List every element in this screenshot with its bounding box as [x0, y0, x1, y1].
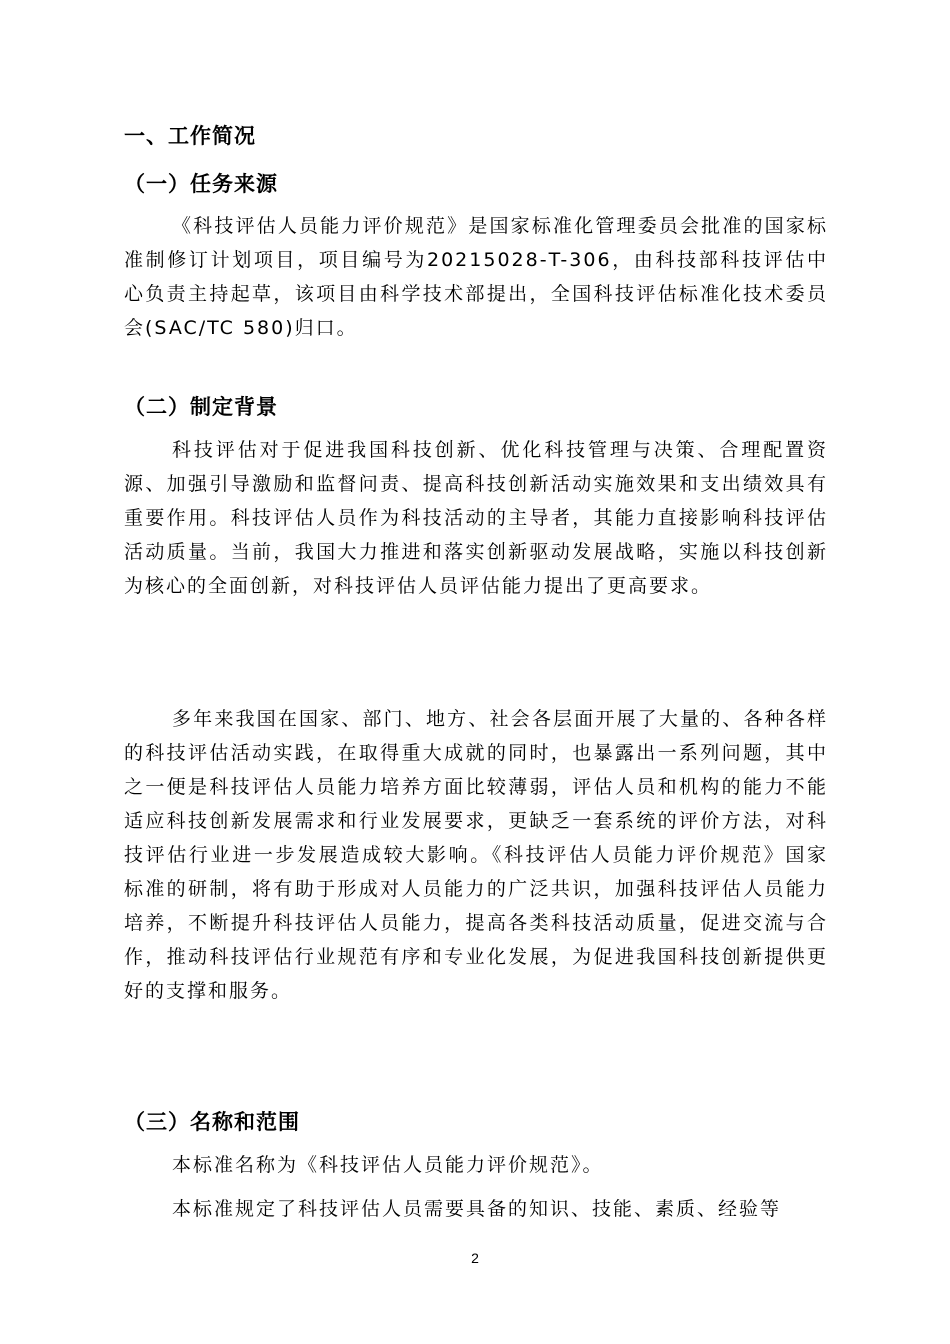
subsection-title-background: （二）制定背景 [124, 395, 278, 419]
paragraph-background-1: 科技评估对于促进我国科技创新、优化科技管理与决策、合理配置资源、加强引导激励和监督问责、提高科技创新活动实施效果和支出绩效具有重要作用。科技评估人员作为科技活动的主导者，其能力直接影响科技评估活动质量。当前，我国大力推进和落实创新驱动发展战略，实施以科技创新为核心的全面创新，对科技评估人员评估能力提出了更高要求。 [124, 439, 828, 597]
page-number: 2 [471, 1250, 479, 1266]
paragraph-background-2: 多年来我国在国家、部门、地方、社会各层面开展了大量的、各种各样的科技评估活动实践，在取得重大成就的同时，也暴露出一系列问题，其中之一便是科技评估人员能力培养方面比较薄弱，评估人员和机构的能力不能适应科技创新发展需求和行业发展要求，更缺乏一套系统的评价方法，对科技评估行业进一步发展造成较大影响。《科技评估人员能力评价规范》国家标准的研制，将有助于形成对人员能力的广泛共识，加强科技评估人员能力培养，不断提升科技评估人员能力，提高各类科技活动质量，促进交流与合作，推动科技评估行业规范有序和专业化发展，为促进我国科技创新提供更好的支撑和服务。 [124, 708, 828, 1002]
paragraph-scope: 本标准规定了科技评估人员需要具备的知识、技能、素质、经验等 [172, 1198, 782, 1220]
paragraph-name: 本标准名称为《科技评估人员能力评价规范》。 [172, 1154, 604, 1176]
subsection-title-task-source: （一）任务来源 [124, 172, 278, 196]
section-title: 一、工作简况 [124, 124, 256, 148]
paragraph-task-source: 《科技评估人员能力评价规范》是国家标准化管理委员会批准的国家标准制修订计划项目，项目编号为20215028-T-306，由科技部科技评估中心负责主持起草，该项目由科学技术部提出，全国科技评估标准化技术委员会(SAC/TC 580)归口。 [124, 215, 828, 339]
subsection-title-name-scope: （三）名称和范围 [124, 1110, 300, 1134]
